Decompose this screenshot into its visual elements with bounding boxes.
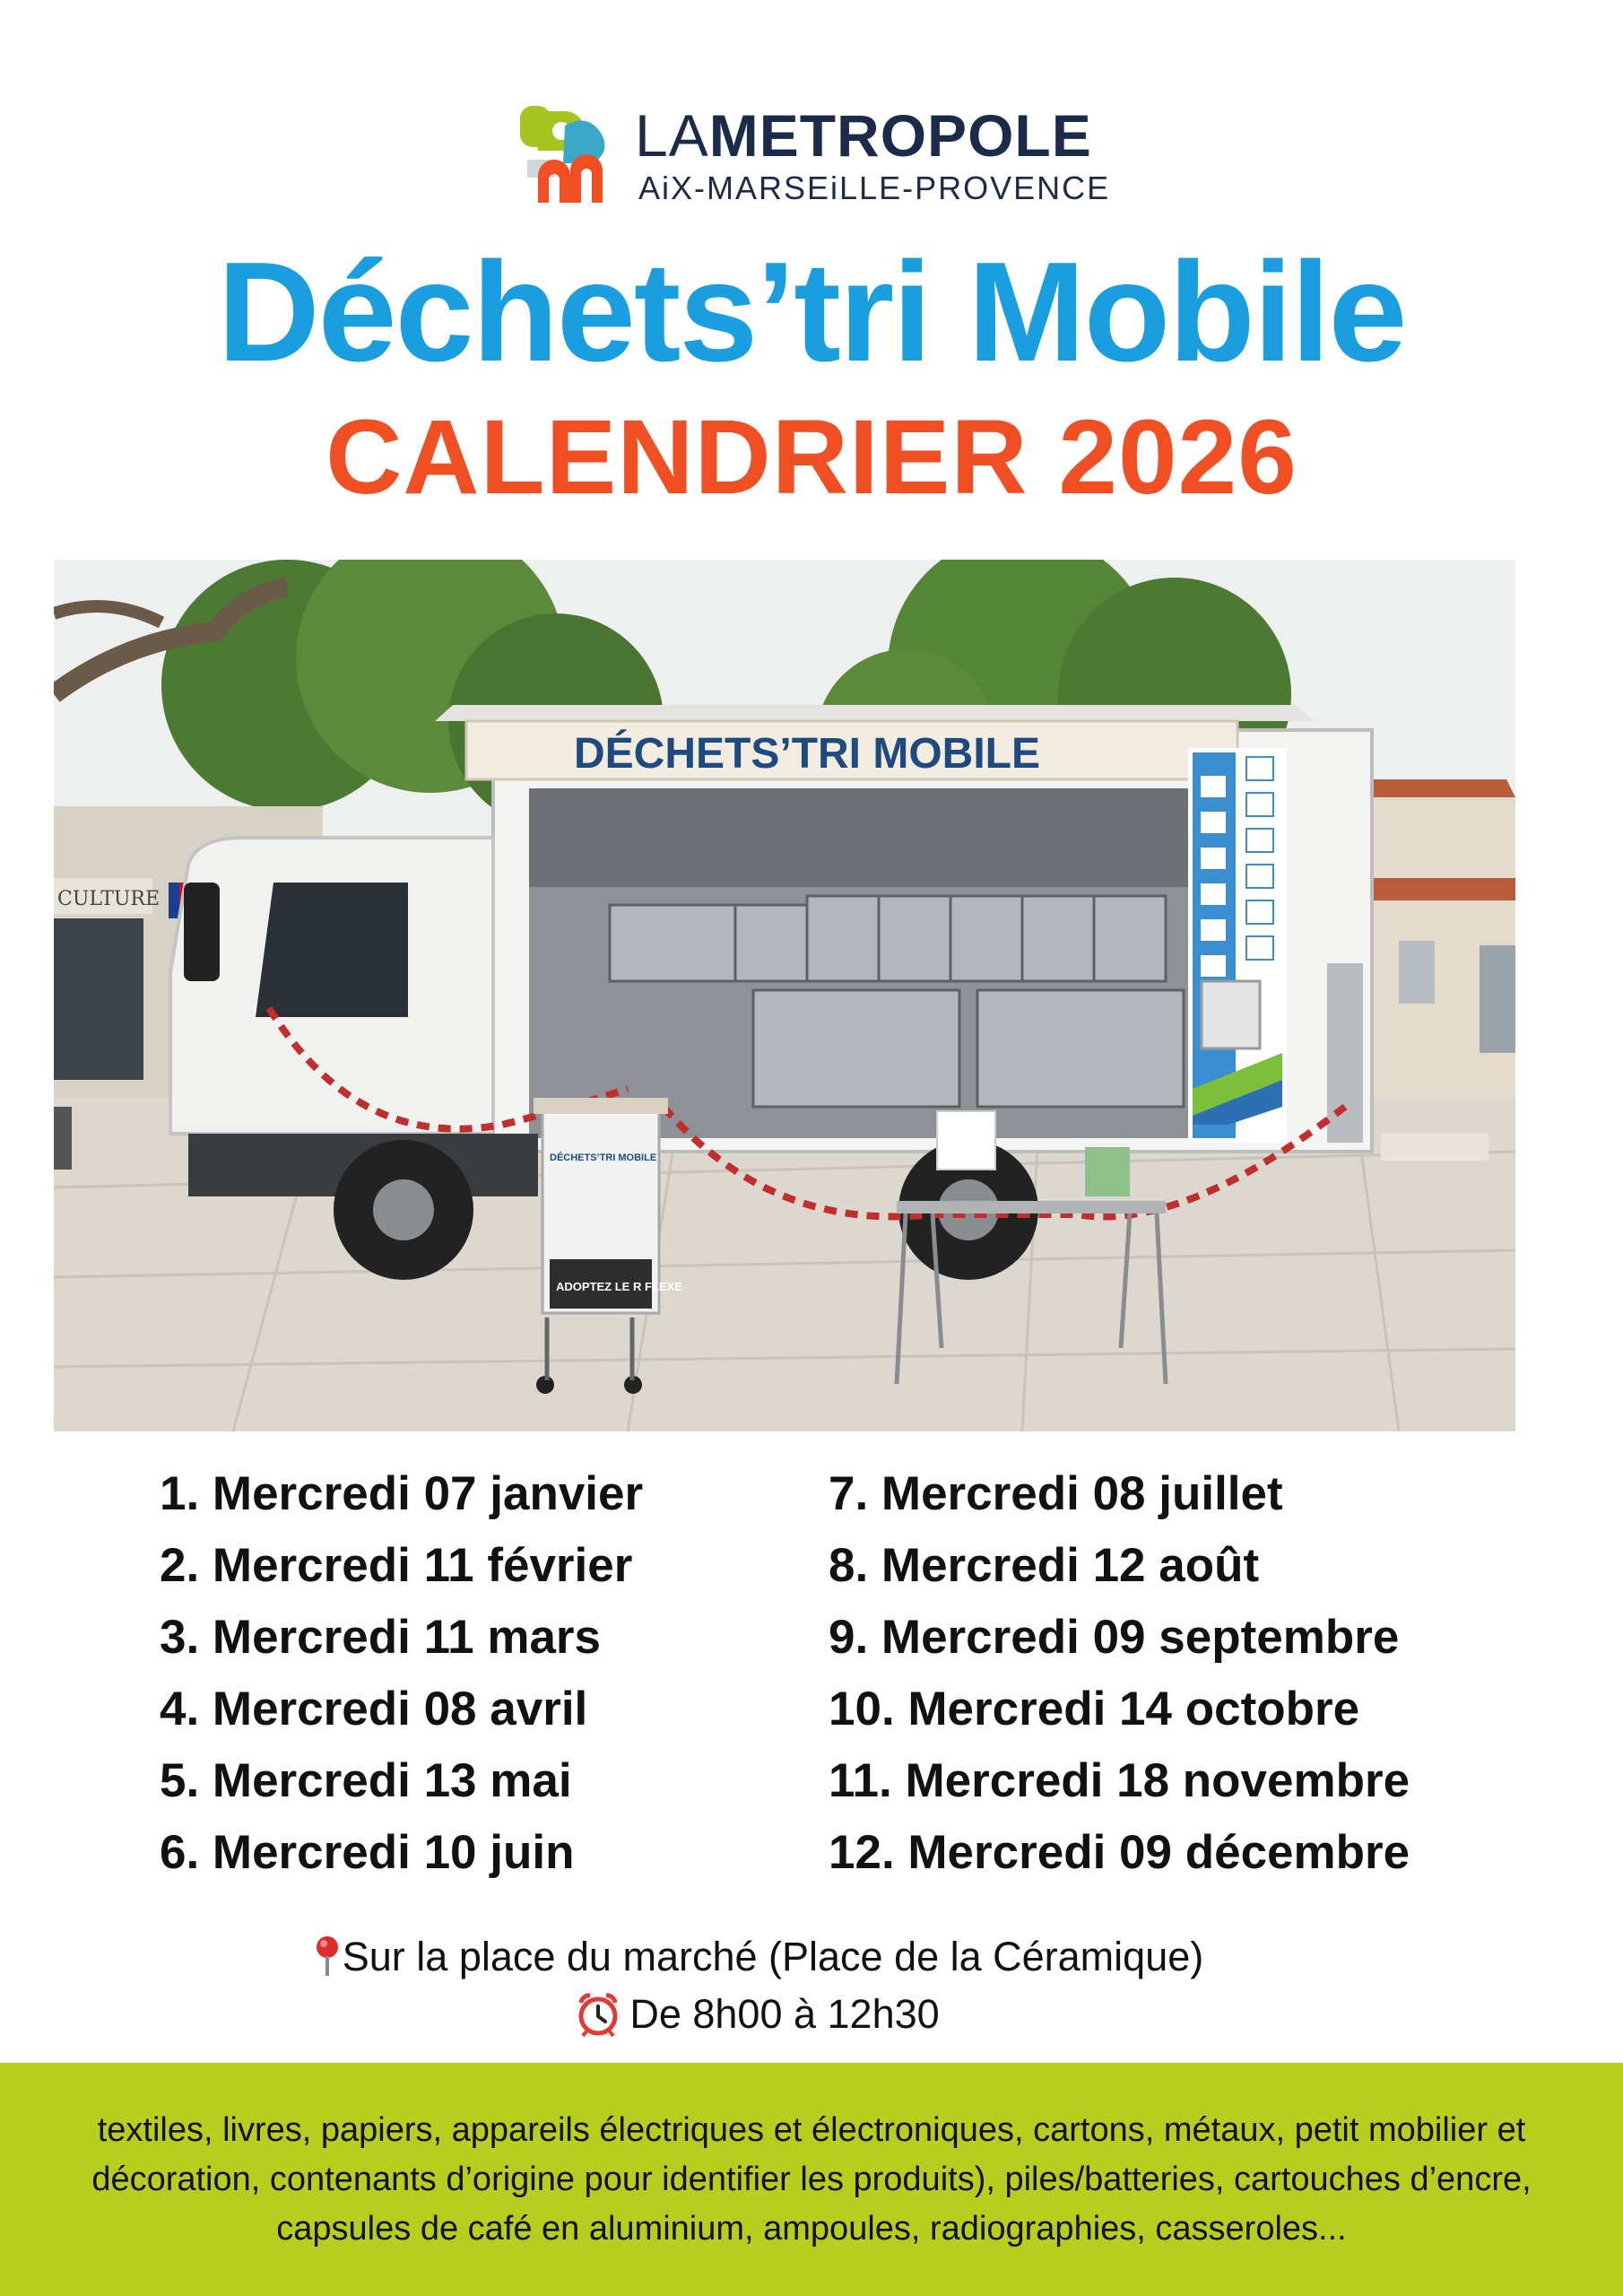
- date-item: 7. Mercredi 08 juillet: [829, 1467, 1283, 1520]
- footer-band: [0, 2063, 1623, 2296]
- dates-list-left: [160, 1458, 643, 1889]
- date-item: 1. Mercredi 07 janvier: [160, 1467, 644, 1520]
- metropole-logo-icon: [520, 106, 619, 203]
- logo-text-bottom: AiX-MARSEiLLE-PROVENCE: [638, 170, 1111, 206]
- truck-photo: [54, 560, 1515, 1431]
- page-title: Déchets’tri Mobile: [217, 233, 1406, 391]
- date-item: 2. Mercredi 11 février: [160, 1539, 633, 1592]
- dates-list-right: [829, 1458, 1410, 1889]
- location-line: [0, 1932, 1515, 1982]
- date-item: 5. Mercredi 13 mai: [160, 1754, 572, 1807]
- date-item: 12. Mercredi 09 décembre: [829, 1826, 1410, 1879]
- date-item: 11. Mercredi 18 novembre: [829, 1754, 1410, 1807]
- cart-banner: ADOPTEZ LE R FLEXE: [556, 1280, 682, 1293]
- truck-sign: DÉCHETS’TRI MOBILE: [574, 730, 1041, 778]
- cart-label: DÉCHETS’TRI MOBILE: [550, 1152, 657, 1163]
- truck-illustration: [54, 560, 1515, 1431]
- date-item: 8. Mercredi 12 août: [829, 1539, 1260, 1592]
- date-item: 10. Mercredi 14 octobre: [829, 1683, 1360, 1735]
- accepted-waste-text: textiles, livres, papiers, appareils électriques et électroniques, cartons, métaux, petit mobilier et décoration, contenants d’origine pour identifier les produits), piles/batteries, cartouches d’encre, capsules de café en aluminium, ampoules, radiographies, casseroles...: [91, 2111, 1532, 2248]
- page-subtitle: CALENDRIER 2026: [325, 398, 1298, 517]
- date-item: 6. Mercredi 10 juin: [160, 1826, 575, 1879]
- pin-icon: [312, 1935, 343, 1978]
- metropole-logo: [520, 102, 1112, 206]
- hours-text: De 8h00 à 12h30: [629, 1991, 940, 2037]
- date-item: 9. Mercredi 09 septembre: [829, 1611, 1400, 1664]
- date-item: 4. Mercredi 08 avril: [160, 1683, 588, 1735]
- hours-line: [0, 1989, 1515, 2039]
- date-item: 3. Mercredi 11 mars: [160, 1611, 602, 1664]
- alarm-clock-icon: [576, 1992, 621, 2037]
- logo-text-top: LAMETROPOLE: [635, 102, 1092, 169]
- location-text: Sur la place du marché (Place de la Céramique): [342, 1934, 1204, 1979]
- building-sign: CULTURE: [57, 888, 161, 910]
